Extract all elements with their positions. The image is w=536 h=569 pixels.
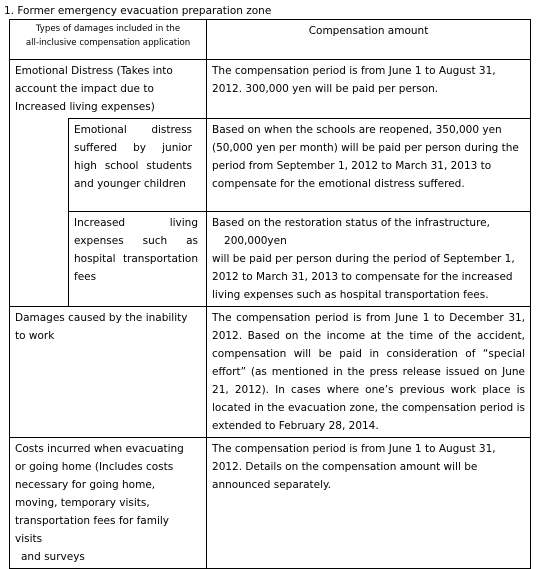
indent-spacer [10, 119, 69, 212]
table-row-evacuation-costs [10, 438, 531, 569]
amount-living-line2: 200,000yen [224, 235, 287, 247]
amount-living-line1: Based on the restoration status of the infrastructure, [212, 217, 490, 229]
type-emotional-distress: Emotional Distress (Takes into account the impact due to Increased living expenses) [10, 60, 207, 119]
amount-living-rest: will be paid per person during the period of September 1, 2012 to March 31, 2013 to compensate for the increased living expenses such as hospital transportation fees. [212, 253, 515, 301]
table-header-row [10, 20, 531, 60]
type-evacuation-line3: and surveys [21, 551, 85, 563]
amount-evacuation-costs: The compensation period is from June 1 to August 31, 2012. Details on the compensation amount will be announced separately. [207, 438, 531, 569]
type-increased-living-expenses: Increased living expenses such as hospital transportation fees [69, 212, 207, 307]
table-row-emotional-distress [10, 60, 531, 119]
header-damage-types-line2: all-inclusive compensation application [25, 38, 191, 48]
amount-increased-living-expenses [207, 212, 531, 307]
table-row-inability-to-work [10, 307, 531, 438]
amount-inability-to-work: The compensation period is from June 1 to December 31, 2012. Based on the income at the time of the accident, compensation will be paid in consideration of “special effort” (as mentioned in the press release issued on June 21, 2012). In cases where one’s previous work place is located in the evacuation zone, the compensation period is extended to February 28, 2014. [207, 307, 531, 438]
compensation-table [9, 19, 531, 569]
type-evacuation-line1: Costs incurred when evacuating or going home (Includes costs necessary for going home, moving, temporary visits, [15, 443, 184, 509]
header-damage-types [10, 20, 207, 60]
amount-emotional-distress: The compensation period is from June 1 to August 31, 2012. 300,000 yen will be paid per person. [207, 60, 531, 119]
type-inability-to-work: Damages caused by the inability to work [10, 307, 207, 438]
table-row-increased-living-expenses [10, 212, 531, 307]
header-compensation-amount: Compensation amount [207, 20, 531, 60]
type-evacuation-line2: transportation fees for family visits [15, 515, 170, 545]
table-row-emotional-distress-children [10, 119, 531, 212]
section-heading: 1. Former emergency evacuation preparation zone [4, 5, 272, 17]
amount-emotional-distress-children: Based on when the schools are reopened, 350,000 yen (50,000 yen per month) will be paid per person during the period from September 1, 2012 to March 31, 2013 to compensate for the emotional distress suffered. [207, 119, 531, 212]
type-emotional-distress-children: Emotional distress suffered by junior high school students and younger children [69, 119, 207, 212]
type-evacuation-costs [10, 438, 207, 569]
indent-spacer [10, 212, 69, 307]
header-damage-types-line1: Types of damages included in the [35, 24, 181, 34]
